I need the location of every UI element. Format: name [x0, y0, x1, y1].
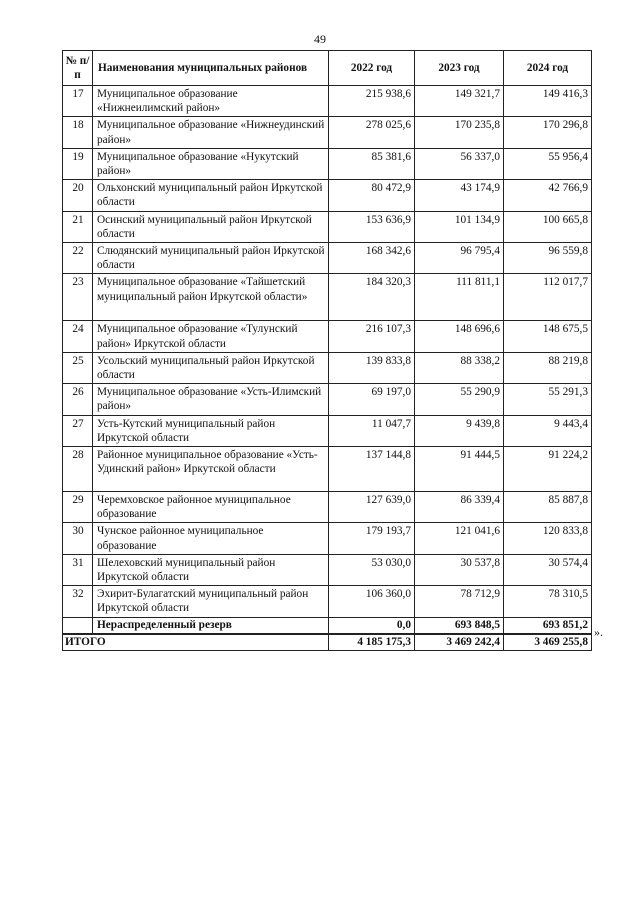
district-name: Муниципальное образование «Тулунский район» Иркутской области	[93, 321, 329, 352]
table-row	[63, 243, 592, 274]
table-row	[63, 586, 592, 617]
value-2024: 88 219,8	[504, 352, 592, 383]
value-2024: 9 443,4	[504, 415, 592, 446]
table-row	[63, 523, 592, 554]
district-name: Чунское районное муниципальное образование	[93, 523, 329, 554]
value-2024: 30 574,4	[504, 554, 592, 585]
row-number: 19	[63, 148, 93, 179]
value-2022: 216 107,3	[329, 321, 415, 352]
header-2023: 2023 год	[415, 51, 504, 86]
header-2024: 2024 год	[504, 51, 592, 86]
reserve-value-2022: 0,0	[329, 617, 415, 634]
value-2023: 170 235,8	[415, 117, 504, 148]
value-2022: 278 025,6	[329, 117, 415, 148]
value-2024: 149 416,3	[504, 86, 592, 117]
closing-quote-mark: ».	[594, 625, 603, 639]
row-number: 27	[63, 415, 93, 446]
row-number: 23	[63, 274, 93, 321]
total-value-2023: 3 469 242,4	[415, 634, 504, 651]
district-name: Усть-Кутский муниципальный район Иркутской области	[93, 415, 329, 446]
value-2022: 153 636,9	[329, 211, 415, 242]
row-number: 24	[63, 321, 93, 352]
district-name: Шелеховский муниципальный район Иркутской области	[93, 554, 329, 585]
table-row	[63, 554, 592, 585]
row-number: 31	[63, 554, 93, 585]
value-2024: 42 766,9	[504, 180, 592, 211]
value-2022: 168 342,6	[329, 243, 415, 274]
value-2023: 121 041,6	[415, 523, 504, 554]
reserve-name: Нераспределенный резерв	[93, 617, 329, 634]
table-row	[63, 180, 592, 211]
table-row	[63, 211, 592, 242]
value-2023: 9 439,8	[415, 415, 504, 446]
table-row	[63, 384, 592, 415]
row-number: 18	[63, 117, 93, 148]
table-row	[63, 492, 592, 523]
value-2023: 30 537,8	[415, 554, 504, 585]
district-name: Муниципальное образование «Усть-Илимский район»	[93, 384, 329, 415]
reserve-number-empty	[63, 617, 93, 634]
value-2023: 91 444,5	[415, 447, 504, 492]
table-row	[63, 352, 592, 383]
value-2024: 112 017,7	[504, 274, 592, 321]
value-2023: 78 712,9	[415, 586, 504, 617]
district-name: Районное муниципальное образование «Усть-Удинский район» Иркутской области	[93, 447, 329, 492]
row-number: 21	[63, 211, 93, 242]
header-2022: 2022 год	[329, 51, 415, 86]
table-row	[63, 274, 592, 321]
value-2023: 56 337,0	[415, 148, 504, 179]
value-2024: 91 224,2	[504, 447, 592, 492]
district-name: Муниципальное образование «Нижнеилимский район»	[93, 86, 329, 117]
value-2024: 148 675,5	[504, 321, 592, 352]
row-number: 20	[63, 180, 93, 211]
value-2023: 101 134,9	[415, 211, 504, 242]
district-name: Усольский муниципальный район Иркутской области	[93, 352, 329, 383]
district-name: Эхирит-Булагатский муниципальный район Иркутской области	[93, 586, 329, 617]
header-num: № п/п	[63, 51, 93, 86]
district-name: Черемховское районное муниципальное образование	[93, 492, 329, 523]
value-2023: 96 795,4	[415, 243, 504, 274]
value-2022: 85 381,6	[329, 148, 415, 179]
value-2023: 149 321,7	[415, 86, 504, 117]
district-name: Муниципальное образование «Нижнеудинский район»	[93, 117, 329, 148]
value-2024: 96 559,8	[504, 243, 592, 274]
district-name: Ольхонский муниципальный район Иркутской области	[93, 180, 329, 211]
table-row	[63, 447, 592, 492]
district-name: Муниципальное образование «Нукутский район»	[93, 148, 329, 179]
total-label: ИТОГО	[63, 634, 329, 651]
row-number: 26	[63, 384, 93, 415]
budget-table	[62, 50, 592, 651]
row-number: 22	[63, 243, 93, 274]
value-2022: 106 360,0	[329, 586, 415, 617]
reserve-value-2023: 693 848,5	[415, 617, 504, 634]
value-2022: 179 193,7	[329, 523, 415, 554]
reserve-value-2024: 693 851,2	[504, 617, 592, 634]
row-number: 17	[63, 86, 93, 117]
value-2023: 111 811,1	[415, 274, 504, 321]
value-2022: 137 144,8	[329, 447, 415, 492]
value-2023: 148 696,6	[415, 321, 504, 352]
value-2023: 43 174,9	[415, 180, 504, 211]
total-row	[63, 634, 592, 651]
value-2024: 55 291,3	[504, 384, 592, 415]
reserve-row	[63, 617, 592, 634]
table-row	[63, 86, 592, 117]
value-2023: 86 339,4	[415, 492, 504, 523]
value-2023: 55 290,9	[415, 384, 504, 415]
row-number: 28	[63, 447, 93, 492]
value-2022: 69 197,0	[329, 384, 415, 415]
value-2022: 215 938,6	[329, 86, 415, 117]
table-row	[63, 415, 592, 446]
value-2024: 78 310,5	[504, 586, 592, 617]
total-value-2022: 4 185 175,3	[329, 634, 415, 651]
value-2024: 55 956,4	[504, 148, 592, 179]
table-header-row	[63, 51, 592, 86]
value-2022: 80 472,9	[329, 180, 415, 211]
value-2022: 53 030,0	[329, 554, 415, 585]
row-number: 29	[63, 492, 93, 523]
value-2023: 88 338,2	[415, 352, 504, 383]
table-row	[63, 321, 592, 352]
total-value-2024: 3 469 255,8	[504, 634, 592, 651]
row-number: 32	[63, 586, 93, 617]
value-2022: 127 639,0	[329, 492, 415, 523]
table-row	[63, 148, 592, 179]
value-2024: 170 296,8	[504, 117, 592, 148]
header-name: Наименования муниципальных районов	[93, 51, 329, 86]
district-name: Муниципальное образование «Тайшетский муниципальный район Иркутской области»	[93, 274, 329, 321]
value-2022: 11 047,7	[329, 415, 415, 446]
page-number: 49	[314, 32, 326, 46]
row-number: 25	[63, 352, 93, 383]
value-2024: 85 887,8	[504, 492, 592, 523]
value-2022: 139 833,8	[329, 352, 415, 383]
value-2024: 100 665,8	[504, 211, 592, 242]
value-2022: 184 320,3	[329, 274, 415, 321]
district-name: Слюдянский муниципальный район Иркутской области	[93, 243, 329, 274]
table-row	[63, 117, 592, 148]
row-number: 30	[63, 523, 93, 554]
district-name: Осинский муниципальный район Иркутской области	[93, 211, 329, 242]
value-2024: 120 833,8	[504, 523, 592, 554]
